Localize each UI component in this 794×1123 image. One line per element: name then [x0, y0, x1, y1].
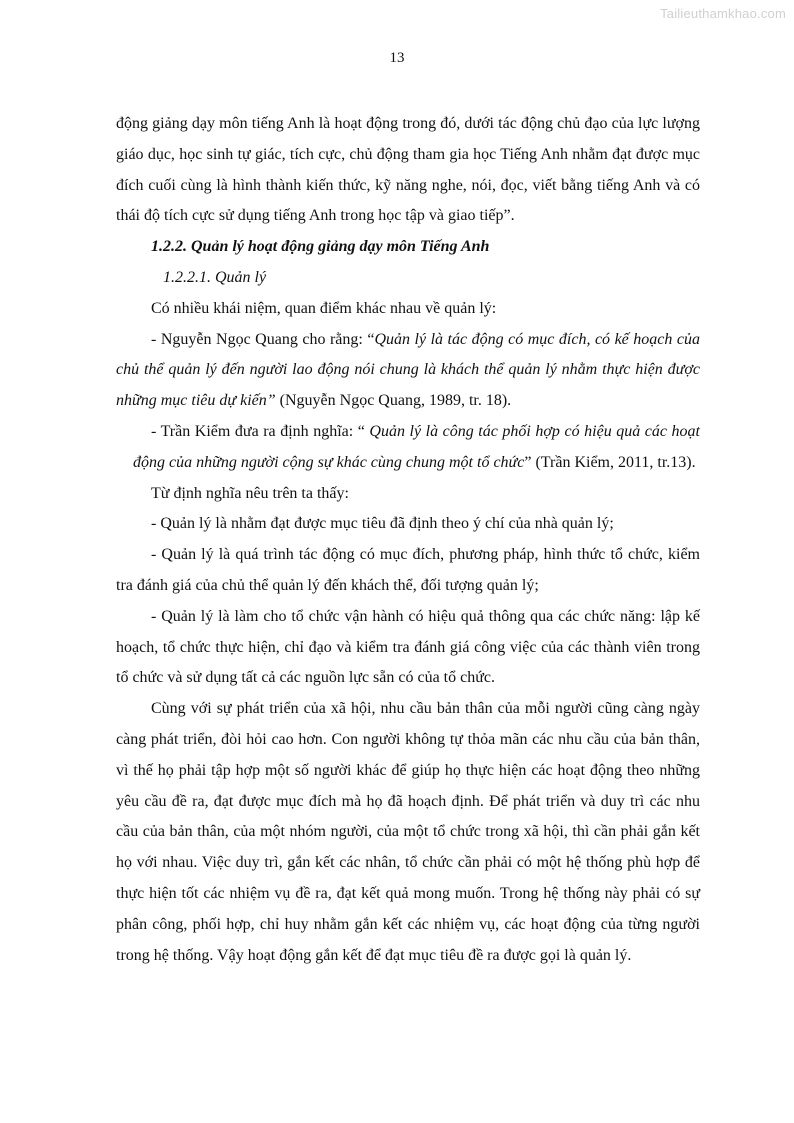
- document-body: [116, 109, 700, 971]
- watermark: Tailieuthamkhao.com: [660, 6, 786, 21]
- paragraph-development: Cùng với sự phát triển của xã hội, nhu cầu bản thân của mỗi người cũng càng ngày càng phát triển, đòi hỏi cao hơn. Con người không tự thỏa mãn các nhu cầu của bản thân, vì thế họ phải tập hợp một số người khác để giúp họ thực hiện các hoạt động theo những yêu cầu đề ra, đạt được mục đích mà họ đã hoạch định. Để phát triển và duy trì các nhu cầu của bản thân, của một nhóm người, của một tổ chức trong xã hội, thì cần phải gắn kết họ với nhau. Việc duy trì, gắn kết các nhân, tổ chức cần phải có một hệ thống phù hợp để thực hiện tốt các nhiệm vụ đề ra, đạt kết quả mong muốn. Trong hệ thống này phải có sự phân công, phối hợp, chỉ huy nhằm gắn kết các nhiệm vụ, các hoạt động của từng người trong hệ thống. Vậy hoạt động gắn kết để đạt mục tiêu đề ra được gọi là quản lý.: [116, 700, 700, 964]
- list-item-process: - Quản lý là quá trình tác động có mục đích, phương pháp, hình thức tổ chức, kiểm tra đánh giá của chủ thể quản lý đến khách thể, đối tượng quản lý;: [116, 546, 700, 594]
- definition-quang-prefix: - Nguyễn Ngọc Quang cho rằng: “: [151, 330, 375, 348]
- definition-kiem-citation: ” (Trần Kiểm, 2011, tr.13).: [524, 453, 696, 471]
- paragraph-intro: Có nhiều khái niệm, quan điểm khác nhau về quản lý:: [151, 299, 497, 317]
- definition-kiem-prefix: - Trần Kiểm đưa ra định nghĩa: “: [151, 422, 370, 440]
- paragraph-definition-quang: [116, 325, 700, 417]
- paragraph-continuation: động giảng dạy môn tiếng Anh là hoạt động trong đó, dưới tác động chủ đạo của lực lượng giáo dục, học sinh tự giác, tích cực, chủ động tham gia học Tiếng Anh nhằm đạt được mục đích cuối cùng là hình thành kiến thức, kỹ năng nghe, nói, đọc, viết bằng tiếng Anh và có thái độ tích cực sử dụng tiếng Anh trong học tập và giao tiếp”.: [116, 115, 700, 225]
- definition-kiem-quote: Quản lý là công tác phối hợp có hiệu quả các hoạt động của những người cộng sự khác cùng chung một tổ chức: [133, 422, 701, 471]
- paragraph-definition-kiem: [116, 417, 700, 479]
- list-item-goal: - Quản lý là nhằm đạt được mục tiêu đã định theo ý chí của nhà quản lý;: [151, 515, 614, 533]
- list-item-functions: - Quản lý là làm cho tổ chức vận hành có hiệu quả thông qua các chức năng: lập kế hoạch, tổ chức thực hiện, chỉ đạo và kiểm tra đánh giá công việc của các thành viên trong tổ chức và sử dụng tất cả các nguồn lực sẵn có của tổ chức.: [116, 607, 700, 687]
- definition-quang-citation: (Nguyễn Ngọc Quang, 1989, tr. 18).: [275, 392, 512, 410]
- definition-quang-quote: Quản lý là tác động có mục đích, có kế hoạch của chủ thể quản lý đến người lao động nói chung là khách thể quản lý nhằm thực hiện được những mục tiêu dự kiến”: [116, 330, 701, 410]
- paragraph-summary-intro: Từ định nghĩa nêu trên ta thấy:: [151, 484, 349, 502]
- section-heading-1-2-2: 1.2.2. Quản lý hoạt động giảng dạy môn Tiếng Anh: [151, 238, 490, 256]
- subsection-heading-1-2-2-1: 1.2.2.1. Quản lý: [163, 268, 267, 286]
- page-number: 13: [389, 50, 405, 66]
